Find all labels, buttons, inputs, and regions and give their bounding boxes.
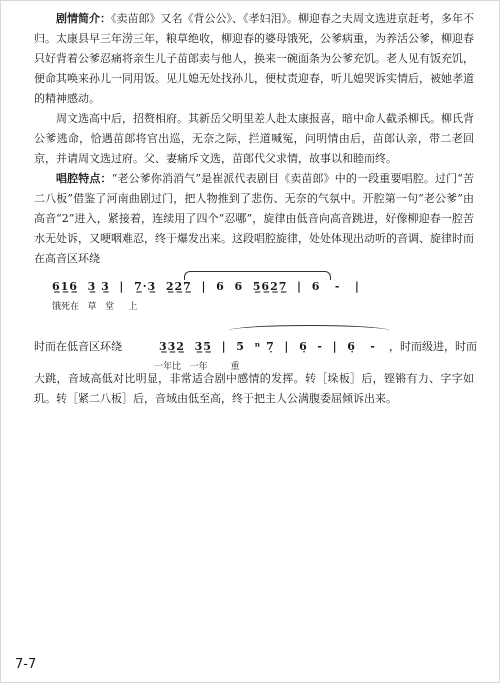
singing-text: “老公爹你消消气”是崔派代表剧目《卖苗郎》中的一段重要唱腔。过门“苦二八板”借鉴了河南曲剧过门，把人物推到了悲伤、无奈的气氛中。开腔第一句“老公爹”由高音“2”进入，紧接着，连续用了四个“忍哪”，旋律由低音向高音跳进，好像柳迎春一腔苦水无处诉，又哽咽难忍，终于爆发出来。这段唱腔旋律，处处体现出动听的音调、旋律时而在高音区环绕 xyxy=(34,172,475,265)
notation-tail-text: ，时而级进，时而 xyxy=(389,340,477,353)
music-notation-2 xyxy=(34,321,477,372)
jianpu-notes-2: 3̲3̲2̲ 3̲5̲ | 5 ⁿ 7̣ | 6̣ - | 6̣ - xyxy=(159,340,376,353)
singing-label: 唱腔特点： xyxy=(56,172,112,185)
notation-lead-text: 时而在低音区环绕 xyxy=(34,340,122,353)
lyrics-2: 一年比 一年 重 xyxy=(154,362,240,372)
music-notation-1 xyxy=(34,271,474,315)
synopsis-label: 剧情简介： xyxy=(56,12,111,25)
synopsis-text: 《卖苗郎》又名《背公公》、《孝妇泪》。柳迎春之夫周文选进京赶考，多年不归。太康县早三年涝三年，粮草绝收，柳迎春的婆母饿死，公爹病重，为养活公爹，柳迎春只好背着公爹忍痛将亲生儿子苗郎卖与他人，换来一碗面条为公爹充饥。老人见有饭充饥，便命其唤来孙儿一同用饭。见儿媳无处找孙儿，便杖责迎春，听儿媳哭诉实情后，被她孝道的精神感动。 xyxy=(34,12,474,105)
lyrics-1: 饿死在 草 堂 上 xyxy=(52,302,138,312)
synopsis-paragraph-2: 周文选高中后，招赘相府。其新岳父明里差人赴太康报喜，暗中命人截杀柳氏。柳氏背公爹逃命，恰遇苗郎将官出巡，无奈之际，拦道喊冤，问明情由后，苗郎认亲，带二老回京，并请周文选过府。父、妻痛斥文选，苗郎代父求情，故事以和睦而终。 xyxy=(34,112,474,165)
singing-paragraph-end: 大跳，音域高低对比明显，非常适合剧中感情的发挥。转［垛板］后，铿锵有力、字字如玑。转［紧二八板］后，音域由低至高，终于把主人公满腹委屈倾诉出来。 xyxy=(34,372,474,405)
text-body xyxy=(34,9,477,409)
synopsis-paragraph xyxy=(34,9,474,109)
notation-slur xyxy=(229,325,389,336)
singing-paragraph xyxy=(34,169,474,269)
jianpu-notes-1: 6̲1̲6̲ 3̲ 3̲ | 7̲·3̲ 2̲2̲7̲ | 6 6 5̲6̲2̲7̲ | 6 - | xyxy=(52,280,360,293)
page-number: 7-7 xyxy=(15,657,37,672)
